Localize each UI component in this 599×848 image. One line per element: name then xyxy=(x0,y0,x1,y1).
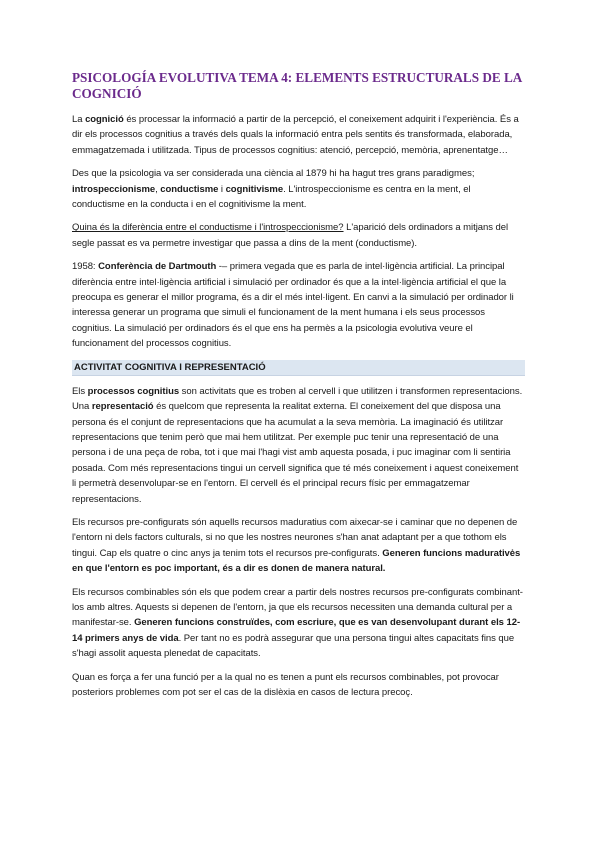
bold-term: Generen funcions madurativės en que l'entorn es poc important, és a dir es donen de manera natural. xyxy=(72,547,521,575)
paragraph xyxy=(72,384,525,507)
document-body xyxy=(72,70,525,708)
text-run: és processar la informació a partir de la percepció, el coneixement adquirit i l'experiència. És a dir els processos cognitius a través dels quals la informació entra pels sentits és transformada, elaborada, emmagatzemada i utilitzada. Tipus de processos cognitius: atenció, percepció, memòria, aprenentatge… xyxy=(72,114,519,156)
underlined-question: Quina és la diferència entre el conductisme i l'introspeccionisme? xyxy=(72,222,344,234)
paragraph xyxy=(72,585,525,662)
text-run: . Per tant no es podrà assegurar que una persona tingui altes capacitats fins que s'hagi assolit aquesta plenedat de capacitats. xyxy=(72,632,515,660)
text-run: son activitats que es troben al cervell i que utilitzen i transformen representacions. Una xyxy=(72,385,523,413)
text-run: Quan es força a fer una funció per a la qual no es tenen a punt els recursos combinables, pot provocar posteriors problemes com pot ser el cas de la dislèxia en casos de lectura precoç. xyxy=(72,671,499,698)
paragraph xyxy=(72,515,525,577)
text-run: 1958: xyxy=(72,261,99,273)
paragraph xyxy=(72,220,525,251)
text-run: La xyxy=(72,114,86,125)
bold-term: cognició xyxy=(85,114,124,125)
paragraph xyxy=(72,259,525,351)
text-run: i xyxy=(218,183,226,195)
text-run: Els recursos combinables són els que podem crear a partir dels nostres recursos pre-configurats combinant-los amb altres. Aquests si depenen de l'entorn, ja que els recursos necessiten una demanda cultural per a manifestar-se. xyxy=(72,586,523,629)
bold-term: Conferència de Dartmouth xyxy=(98,261,217,273)
bold-term: Generen funcions construïdes, com escriure, que es van desenvolupant durant els 12-14 primers anys de vida xyxy=(72,617,521,644)
text-run: -– primera vegada que es parla de intel·ligència artificial. La principal diferència entre intel·ligència artificial i simulació per ordinador és que a la intel·ligència artificial el que la preocupa es generar el millor programa, és a dir el més intel·ligent. En canvi a la simulació per ordinador li interessa generar un programa que simuli el funcionament de la ment humana i els seus processos cognitius. La simulació per ordinadors és el que ens ha permès a la psicologia evolutiva veure el funcionament del processos cognitius. xyxy=(72,261,514,350)
bold-term: processos cognitius xyxy=(87,385,180,397)
bold-term: introspeccionisme xyxy=(72,183,156,195)
section-heading: ACTIVITAT COGNITIVA I REPRESENTACIÓ xyxy=(72,360,525,376)
text-run: és quelcom que representa la realitat externa. El coneixement del que disposa una persona és el conjunt de representacions que ha acumulat a la seva memòria. La imaginació és utilitzar representacions que tenim però que mai hem utilitzat. Per exemple puc tenir una representació de una persona i de una peça de roba, tot i que mai l'hagi vist amb aquesta posada, i puc imaginar com li sentiria posada. Com més representacions tingui un cervell significa que té més coneixement i aquest coneixement li permetrà desenvolupar-se en l'entorn. El cervell és el principal recurs físic per emmagatzemar representacions. xyxy=(72,401,519,505)
text-run: L'aparició dels ordinadors a mitjans del segle passat es va permetre investigar que passa a dins de la ment (conductisme). xyxy=(72,222,509,249)
paragraph xyxy=(72,112,525,158)
bold-term: conductisme xyxy=(160,183,219,195)
text-run: Els recursos pre-configurats són aquells recursos maduratius com aixecar-se i caminar que no depenen de l'entorn ni dels factors culturals, si no que les nostres neurones s'han anat adaptant per a que tothom els tingui. Cap els quatre o cinc anys ja tenim tots el recursos pre-configurats. xyxy=(72,516,518,559)
text-run: Els xyxy=(72,385,88,397)
text-run: , xyxy=(155,183,161,195)
text-run: Des que la psicologia va ser considerada una ciència al 1879 hi ha hagut tres grans paradigmes; xyxy=(72,168,475,180)
paragraph xyxy=(72,166,525,212)
bold-term: cognitivisme xyxy=(225,183,284,195)
bold-term: representació xyxy=(91,401,154,413)
page-title: PSICOLOGÍA EVOLUTIVA TEMA 4: ELEMENTS ESTRUCTURALS DE LA COGNICIÓ xyxy=(72,70,522,101)
paragraph xyxy=(72,670,525,701)
text-run: . L'introspeccionisme es centra en la ment, el conductisme en la conducta i en el cognitivisme la ment. xyxy=(72,183,471,211)
